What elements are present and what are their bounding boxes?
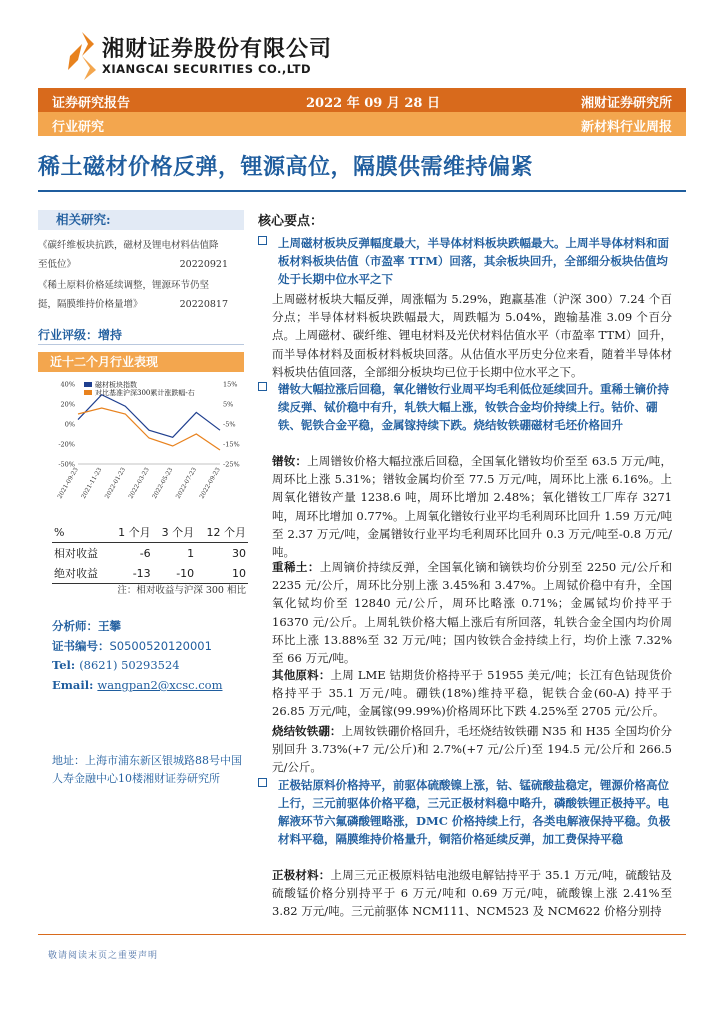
key-point-2 — [258, 380, 672, 434]
legend-swatch-benchmark — [84, 390, 92, 395]
chart-x-tick: 2022-09-23 — [198, 466, 222, 500]
table-row — [52, 543, 248, 564]
company-name-cn: 湘财证券股份有限公司 — [102, 37, 333, 62]
table-cell: -6 — [139, 546, 151, 560]
chart-right-tick: -25% — [223, 460, 240, 469]
research-category: 行业研究 — [52, 120, 105, 135]
row-label: 绝对收益 — [52, 563, 109, 584]
chart-x-tick: 2021-11-23 — [80, 466, 104, 500]
table-cell: -13 — [109, 563, 152, 584]
table-cell: 1 — [187, 546, 195, 560]
core-points-header: 核心要点： — [258, 214, 324, 229]
paragraph-other-materials — [272, 666, 672, 721]
chart-x-tick: 2022-07-23 — [174, 466, 199, 500]
analyst-cert: S0500520120001 — [109, 639, 212, 653]
table-header-cell: % — [52, 522, 109, 543]
chart-right-tick: 5% — [223, 400, 234, 409]
paragraph-label: 镨钕： — [272, 454, 308, 468]
chart-x-tick: 2022-03-23 — [127, 466, 151, 500]
related-item-date: 20220817 — [179, 299, 228, 310]
key-point-3 — [258, 776, 672, 848]
paragraph-text: 上周镨钕价格大幅拉涨后回稳，全国氧化镨钕均价至至 63.5 万元/吨，周环比上涨 5.31%；镨钕金属均价至 77.5 万元/吨，周环比上涨 6.16%。上周氧化镨钕产量 1238.6 吨，周环比增加 2.48%；氧化镨钕工厂库存 3271 吨，周环比增加 0.77%。上周氧化镨钕行业平均毛利周环比回升 1.59 万元/吨至 2.37 万元/吨，金属镨钕行业平均毛利周环比回升 0.3 万元/吨至-0.8 万元/吨。 — [272, 454, 672, 560]
performance-chart — [48, 376, 248, 516]
analyst-cert-label: 证书编号： — [52, 639, 110, 653]
footer-divider — [38, 934, 686, 935]
paragraph-text: 上周 LME 钴期货价格持平于 51955 美元/吨；长江有色钴现货价格持平于 35.1 万元/吨。硼铁(18%)维持平稳，铌铁合金(60-A) 持平于 26.85 万元/吨，金属镓(99.99%)价格周环比下跌 4.25%至 2705 元/公斤。 — [272, 668, 673, 719]
legend-swatch-sector — [84, 382, 92, 387]
chart-left-tick: -20% — [58, 440, 75, 449]
footer-disclaimer[interactable]: 敬请阅读末页之重要声明 — [48, 951, 159, 961]
header-band-secondary — [38, 112, 686, 136]
table-header-cell: 1 个月 — [109, 522, 152, 543]
analyst-cert-row — [52, 638, 212, 654]
chart-left-tick: -50% — [58, 460, 75, 469]
paragraph-text: 上周镝价持续反弹，全国氧化镝和镝铁均价分别至 2250 元/公斤和 2235 元/公斤，周环比分别上涨 3.45%和 3.47%。上周铽价稳中有升，全国氧化铽均价至 12840 元/公斤，周环比略涨 0.71%；金属铽均价持平于 16370 元/公斤。上周轧铁价格大幅上涨后有所回落，轧铁合金全国内均价周环比上涨 13.88%至 32 万元/吨；国内钕铁合金持续上行，均价上涨 7.32%至 66 万元/吨。 — [272, 560, 673, 666]
analyst-email-label: Email: — [52, 678, 94, 692]
related-item-title-cont: 至低位》 — [38, 259, 77, 270]
key-point-title: 镨钕大幅拉涨后回稳，氧化镨钕行业周平均毛利低位延续回升。重稀土镝价持续反弹、铽价稳中有升，轧铁大幅上涨，钕铁合金均价持续上行。钴价、硼铁、铌铁合金平稳，金属镓持续下跌。烧结钕铁硼磁材毛坯价格回升 — [278, 382, 669, 432]
report-date: 2022 年 09 月 28 日 — [306, 96, 440, 111]
paragraph-text: 上周三元正极原料钴电池级电解钴持平于 35.1 万元/吨，硫酸钴及硫酸锰价格分别持平于 6 万元/吨和 0.69 万元/吨，硫酸镍上涨 2.41%至 3.82 万元/吨。三元前驱体 NCM111、NCM523 及 NCM622 价格分别持 — [272, 868, 672, 919]
page-title: 稀土磁材价格反弹，锂源高位，隔膜供需维持偏紧 — [38, 154, 534, 180]
report-series: 新材料行业周报 — [580, 120, 672, 135]
table-note: 注：相对收益与沪深 300 相比 — [117, 585, 246, 596]
chart-x-tick: 2021-09-23 — [56, 466, 80, 500]
chart-left-tick: 40% — [60, 380, 75, 389]
table-header-row — [52, 522, 248, 543]
company-logo-icon — [64, 30, 100, 82]
rating-divider — [38, 344, 244, 345]
key-point-title: 正极钴原料价格持平，前驱体硫酸镍上涨，钴、锰硫酸盐稳定，锂源价格高位上行，三元前驱体价格平稳，三元正极材料稳中略升，磷酸铁锂正极持平。电解液环节六氟磷酸锂略涨，DMC 价格持续上行，各类电解液保持平稳。负极材料平稳，隔膜维持价格量升，铜箔价格延续反弹，加工费保持平稳 — [278, 778, 671, 846]
key-point-1 — [258, 234, 672, 288]
paragraph-cathode — [272, 866, 672, 921]
institute-name: 湘财证券研究所 — [580, 96, 672, 111]
institute-address: 地址：上海市浦东新区银城路88号中国人寿金融中心10楼湘财证券研究所 — [52, 754, 242, 785]
performance-header: 近十二个月行业表现 — [38, 352, 244, 372]
related-item[interactable] — [38, 236, 244, 274]
chart-right-tick: 15% — [223, 380, 238, 389]
paragraph-sintered-ndfeb — [272, 722, 672, 777]
chart-x-tick: 2022-05-23 — [151, 466, 175, 500]
paragraph-text: 上周钕铁硼价格回升，毛坯烧结钕铁硼 N35 和 H35 全国均价分别回升 3.73%(+7 元/公斤)和 2.7%(+7 元/公斤)至 194.5 元/公斤和 266.5 元/公斤。 — [272, 724, 673, 775]
related-item[interactable] — [38, 276, 244, 314]
chart-left-tick: 20% — [60, 400, 75, 409]
key-point-title: 上周磁材板块反弹幅度最大，半导体材料板块跌幅最大。上周半导体材料和面板材料板块估值（市盈率 TTM）回落，其余板块回升，全部细分板块估值均处于长期中位水平之下 — [278, 236, 669, 286]
analyst-name: 王攀 — [98, 619, 121, 633]
company-name-en: XIANGCAI SECURITIES CO.,LTD — [102, 62, 312, 76]
table-cell: -10 — [153, 563, 196, 584]
key-point-body: 上周磁材板块大幅反弹，周涨幅为 5.29%，跑赢基准（沪深 300）7.24 个百分点；半导体材料板块跌幅最大，周跌幅为 5.04%，跑输基准 3.09 个百分点。上周磁材、碳纤维、锂电材料及光伏材料估值水平（市盈率 TTM）回升，而半导体材料及面板材料板块回落。从估值水平历史分位来看，随着半导体材料板块估值回落，全部细分板块均已位于长期中位水平之下。 — [272, 292, 672, 379]
checkbox-bullet-icon — [258, 382, 267, 391]
paragraph-label: 烧结钕铁硼： — [272, 724, 342, 738]
related-item-title: 《碳纤维板块抗跌，磁材及锂电材料估值降 — [38, 240, 219, 251]
related-item-title: 《稀土原料价格延续调整，锂源环节仍坚 — [38, 280, 210, 291]
table-header-cell: 3 个月 — [153, 522, 196, 543]
analyst-name-label: 分析师： — [52, 619, 98, 633]
paragraph-label: 正极材料： — [272, 868, 331, 882]
analyst-tel-label: Tel: — [52, 658, 76, 672]
performance-table — [52, 522, 248, 584]
row-label: 相对收益 — [54, 547, 98, 560]
related-item-title-cont: 挺，隔膜维持价格量增》 — [38, 299, 143, 310]
header-band-primary — [38, 88, 686, 112]
paragraph-prnd — [272, 452, 672, 561]
related-research-header: 相关研究: — [38, 210, 244, 230]
analyst-name-row — [52, 618, 121, 634]
legend-label-sector: 磁材板块指数 — [95, 381, 137, 389]
checkbox-bullet-icon — [258, 778, 267, 787]
chart-line-sector — [78, 395, 220, 438]
related-item-date: 20220921 — [179, 259, 228, 270]
checkbox-bullet-icon — [258, 236, 267, 245]
table-row — [52, 563, 248, 584]
table-cell: 10 — [196, 563, 248, 584]
paragraph-heavy-rare-earth — [272, 558, 672, 667]
table-cell: 30 — [232, 546, 246, 560]
analyst-tel-row — [52, 658, 180, 672]
paragraph-label: 重稀土： — [272, 560, 320, 574]
paragraph-label: 其他原料： — [272, 668, 331, 682]
chart-x-tick: 2022-01-23 — [103, 466, 128, 500]
industry-rating: 行业评级：增持 — [38, 328, 123, 342]
legend-label-benchmark: 对比基准沪深300累计涨跌幅-右 — [95, 389, 195, 397]
chart-right-tick: -15% — [223, 440, 240, 449]
analyst-email-link[interactable]: wangpan2@xcsc.com — [97, 678, 223, 692]
chart-left-tick: 0% — [64, 420, 75, 429]
analyst-tel: (8621) 50293524 — [79, 658, 180, 672]
table-header-cell: 12 个月 — [196, 522, 248, 543]
report-type: 证券研究报告 — [52, 96, 131, 111]
title-divider — [38, 190, 686, 192]
chart-right-tick: -5% — [223, 420, 236, 429]
analyst-email-row — [52, 678, 223, 692]
